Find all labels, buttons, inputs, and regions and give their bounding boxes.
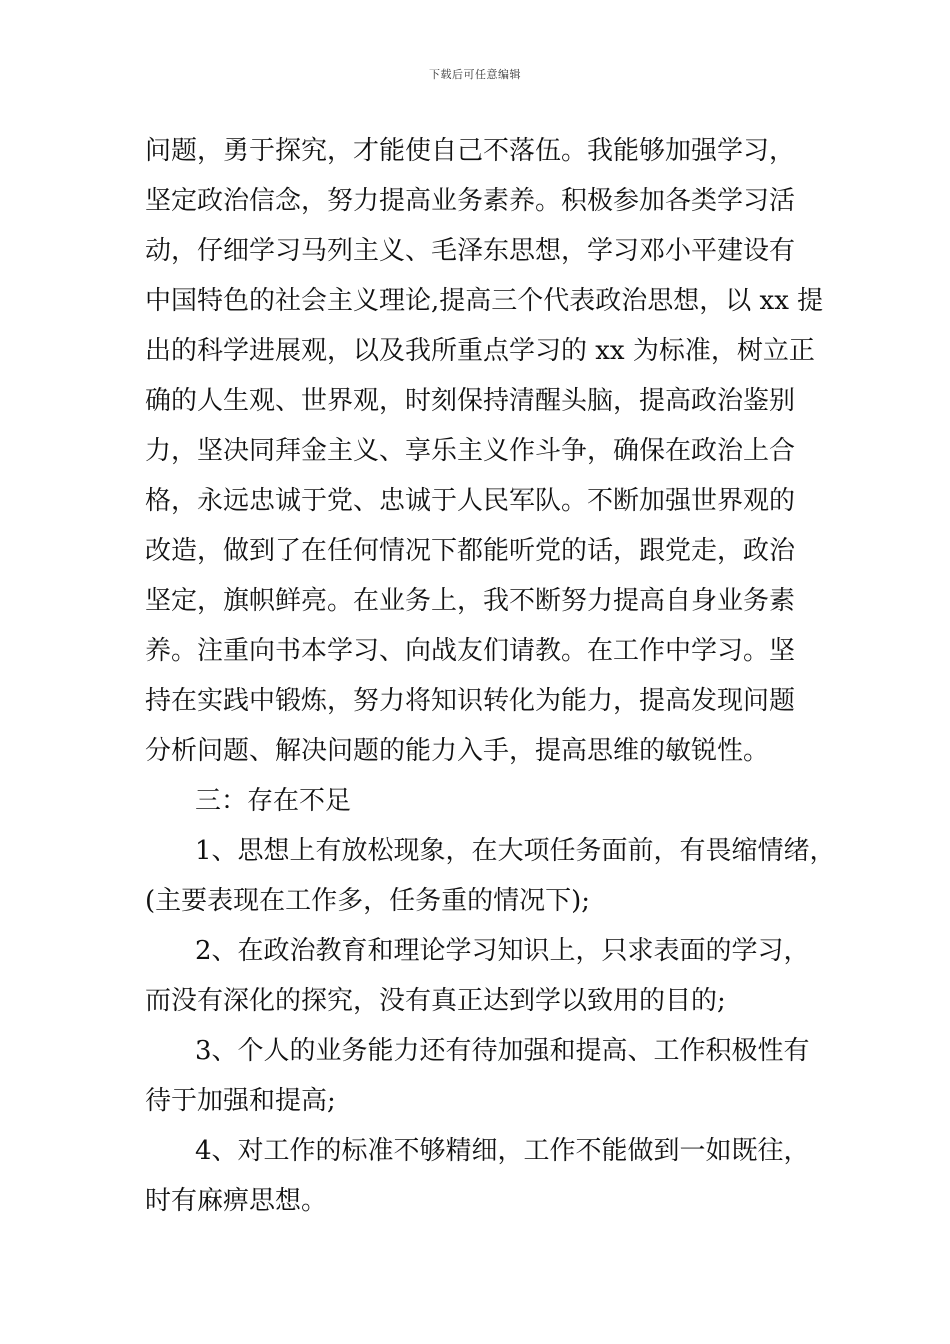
text-line: 坚定政治信念，努力提高业务素养。积极参加各类学习活: [145, 186, 796, 216]
text-line: 力，坚决同拜金主义、享乐主义作斗争，确保在政治上合: [145, 436, 796, 466]
text-line: 改造，做到了在任何情况下都能听党的话，跟党走，政治: [145, 536, 796, 566]
text-line: 格，永远忠诚于党、忠诚于人民军队。不断加强世界观的: [145, 486, 796, 516]
text-line: 持在实践中锻炼，努力将知识转化为能力，提高发现问题: [145, 686, 796, 716]
body-text: [145, 126, 836, 1226]
text-line: 分析问题、解决问题的能力入手，提高思维的敏锐性。: [145, 736, 770, 766]
list-item-3: 3、个人的业务能力还有待加强和提高、工作积极性有: [195, 1036, 810, 1066]
text-line: 养。注重向书本学习、向战友们请教。在工作中学习。坚: [145, 636, 796, 666]
page-header: 下载后可任意编辑: [429, 68, 521, 81]
list-item-4: 4、对工作的标准不够精细，工作不能做到一如既往，: [195, 1136, 810, 1166]
list-item-4-continuation: 时有麻痹思想。: [145, 1186, 328, 1216]
list-item-1: 1、思想上有放松现象，在大项任务面前，有畏缩情绪，: [195, 836, 836, 866]
text-line: 中国特色的社会主义理论,提高三个代表政治思想，以 xx 提: [145, 286, 824, 316]
text-line: 动，仔细学习马列主义、毛泽东思想，学习邓小平建设有: [145, 236, 796, 266]
text-line: 坚定，旗帜鲜亮。在业务上，我不断努力提高自身业务素: [145, 586, 796, 616]
section-heading: 三：存在不足: [195, 786, 352, 816]
text-line: 确的人生观、世界观，时刻保持清醒头脑，提高政治鉴别: [145, 386, 796, 416]
text-line: 问题，勇于探究，才能使自己不落伍。我能够加强学习，: [145, 136, 796, 166]
list-item-2-continuation: 而没有深化的探究，没有真正达到学以致用的目的;: [145, 986, 726, 1016]
list-item-1-continuation: (主要表现在工作多，任务重的情况下);: [145, 886, 591, 916]
text-line: 出的科学进展观，以及我所重点学习的 xx 为标准，树立正: [145, 336, 815, 366]
list-item-3-continuation: 待于加强和提高;: [145, 1086, 336, 1116]
list-item-2: 2、在政治教育和理论学习知识上，只求表面的学习，: [195, 936, 810, 966]
